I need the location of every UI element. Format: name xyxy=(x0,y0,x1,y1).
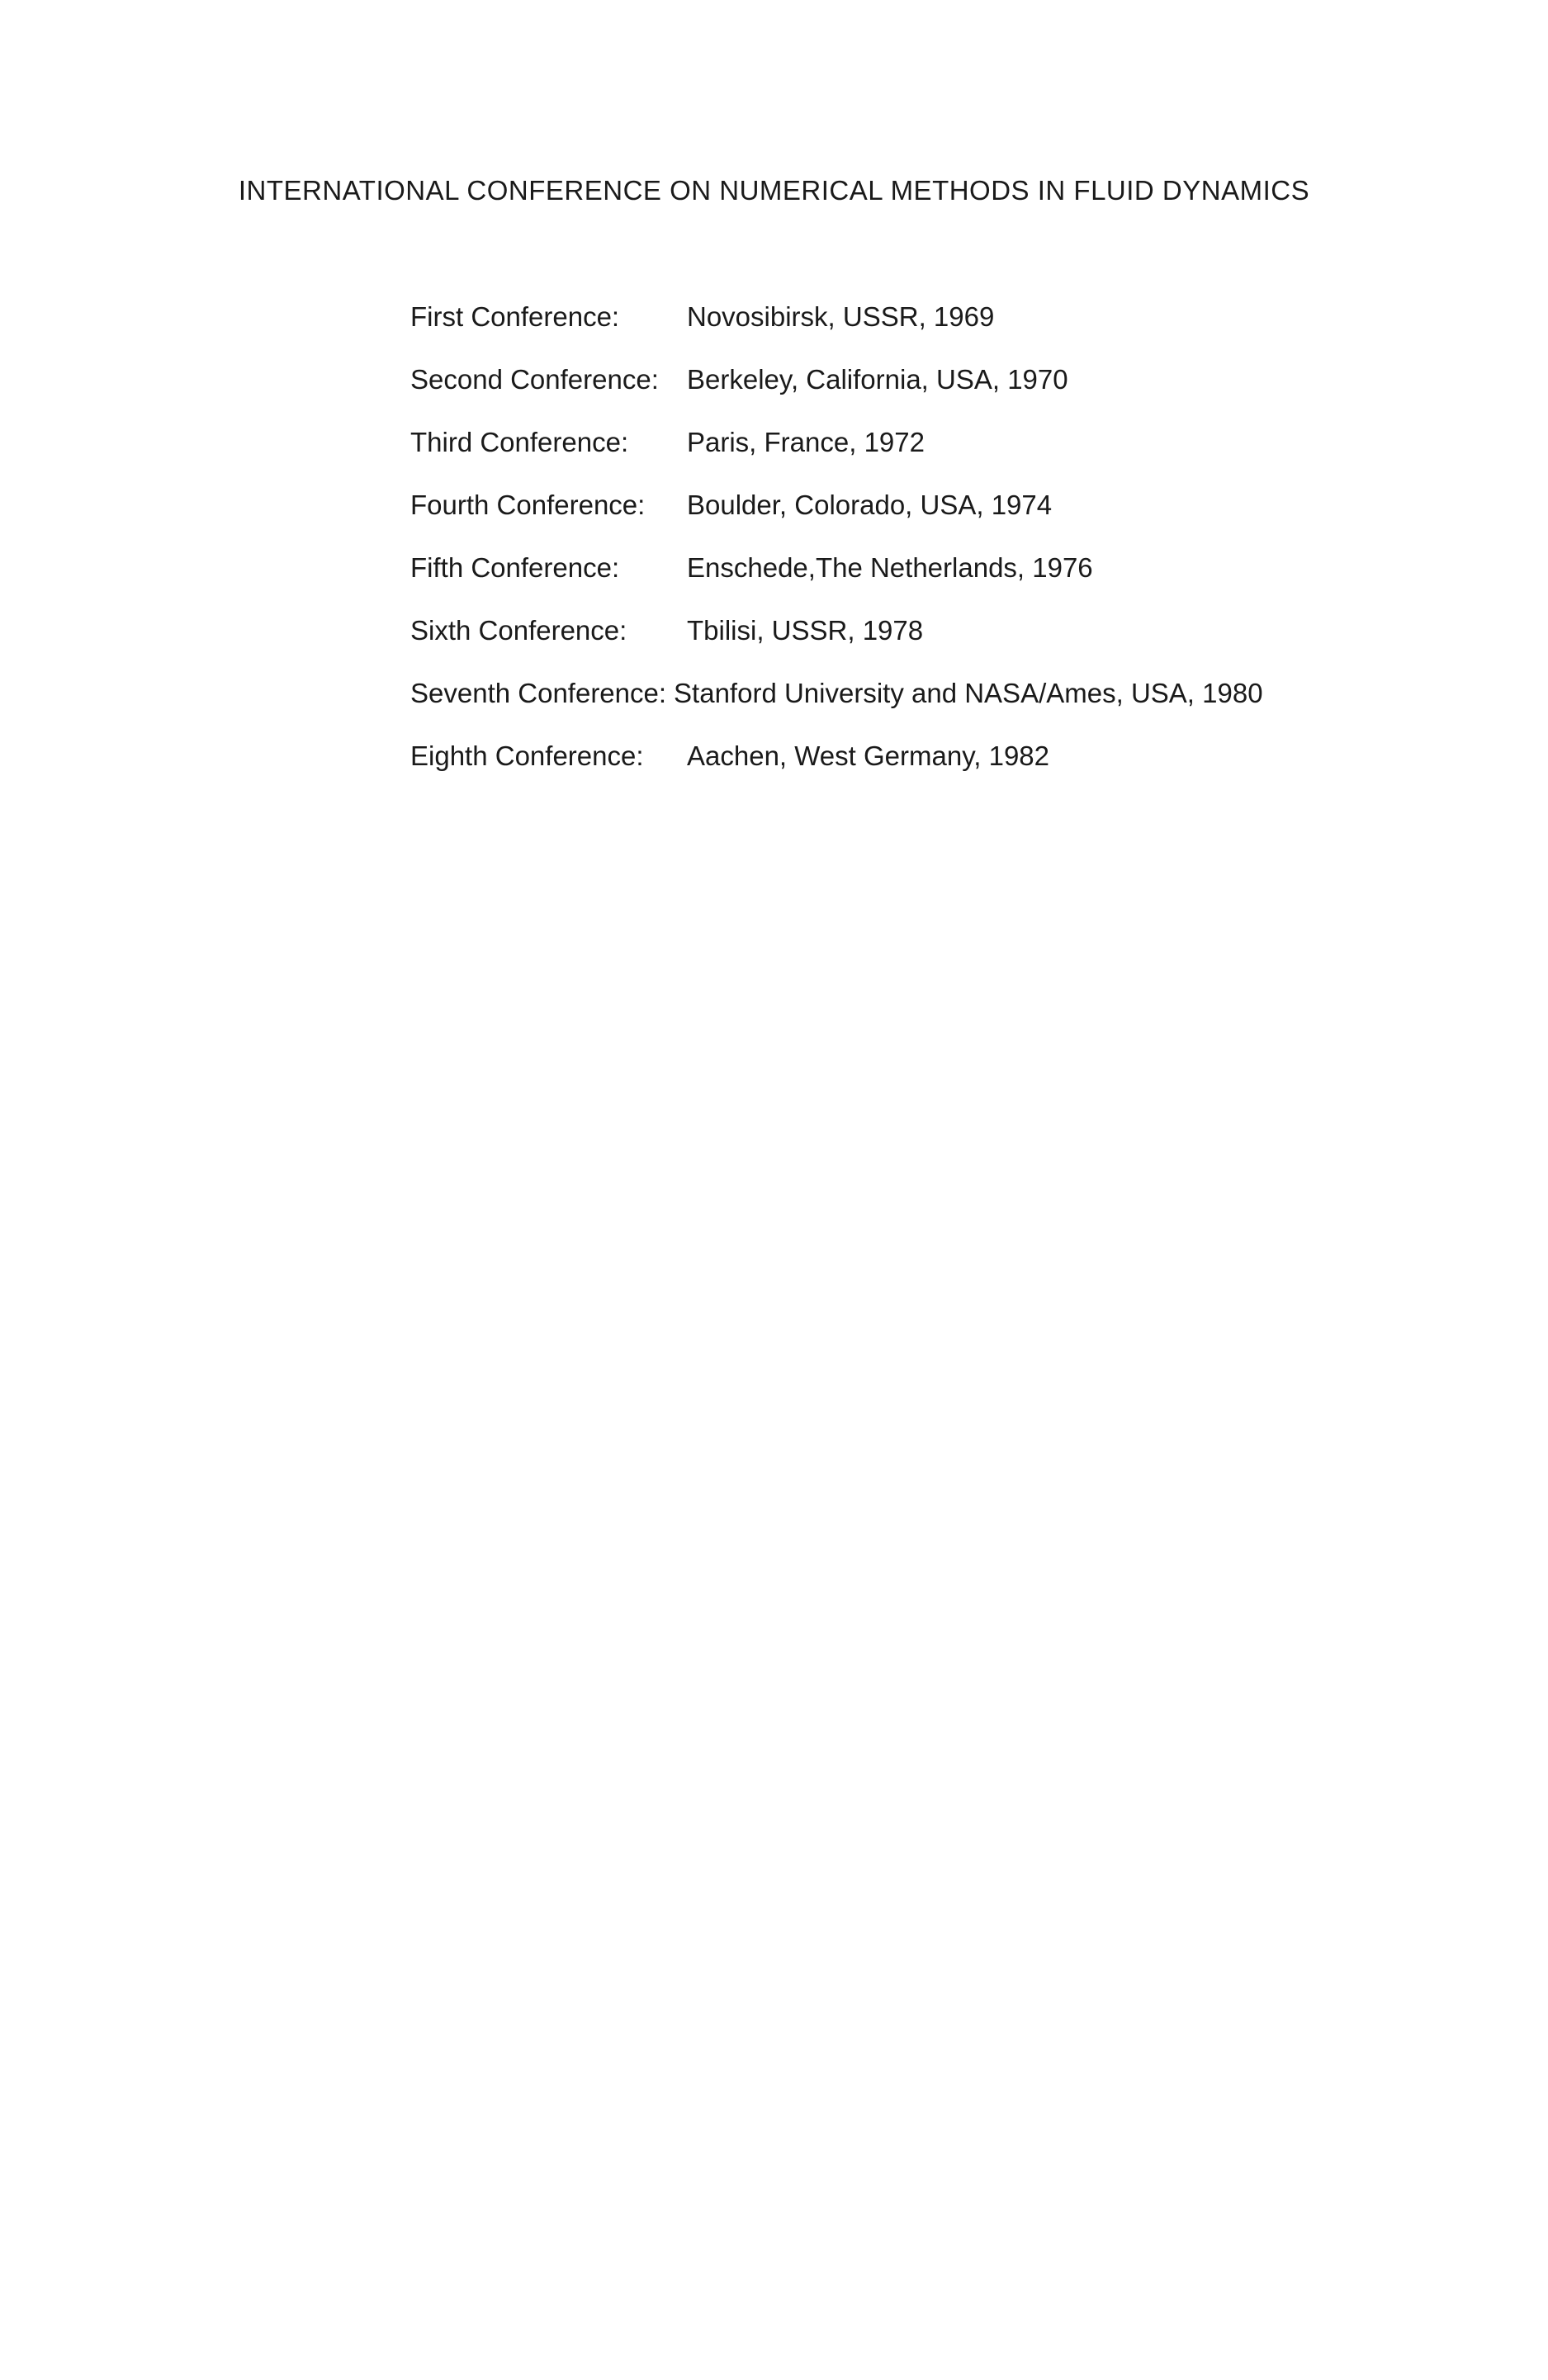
conference-label: Fifth Conference: xyxy=(410,552,620,583)
list-item xyxy=(410,740,1263,803)
page-title: INTERNATIONAL CONFERENCE ON NUMERICAL METHODS IN FLUID DYNAMICS xyxy=(238,175,1310,206)
conference-location: Stanford University and NASA/Ames, USA, 1980 xyxy=(674,678,1263,708)
conference-list xyxy=(410,301,1263,803)
conference-location: Enschede,The Netherlands, 1976 xyxy=(687,552,1093,583)
list-item xyxy=(410,678,1263,740)
conference-location: Berkeley, California, USA, 1970 xyxy=(687,364,1068,395)
list-item xyxy=(410,615,1263,678)
list-item xyxy=(410,552,1263,615)
list-item xyxy=(410,301,1263,364)
conference-label: Eighth Conference: xyxy=(410,740,644,771)
conference-label: Third Conference: xyxy=(410,427,629,457)
conference-location: Aachen, West Germany, 1982 xyxy=(687,740,1050,771)
conference-label: First Conference: xyxy=(410,301,620,332)
conference-location: Novosibirsk, USSR, 1969 xyxy=(687,301,995,332)
conference-label: Fourth Conference: xyxy=(410,490,646,520)
list-item xyxy=(410,364,1263,427)
conference-location: Boulder, Colorado, USA, 1974 xyxy=(687,490,1053,520)
conference-location: Paris, France, 1972 xyxy=(687,427,925,457)
conference-label: Second Conference: xyxy=(410,364,659,395)
conference-label: Seventh Conference: xyxy=(410,678,667,708)
conference-location: Tbilisi, USSR, 1978 xyxy=(687,615,924,646)
conference-label: Sixth Conference: xyxy=(410,615,627,646)
list-item xyxy=(410,427,1263,490)
list-item xyxy=(410,490,1263,552)
